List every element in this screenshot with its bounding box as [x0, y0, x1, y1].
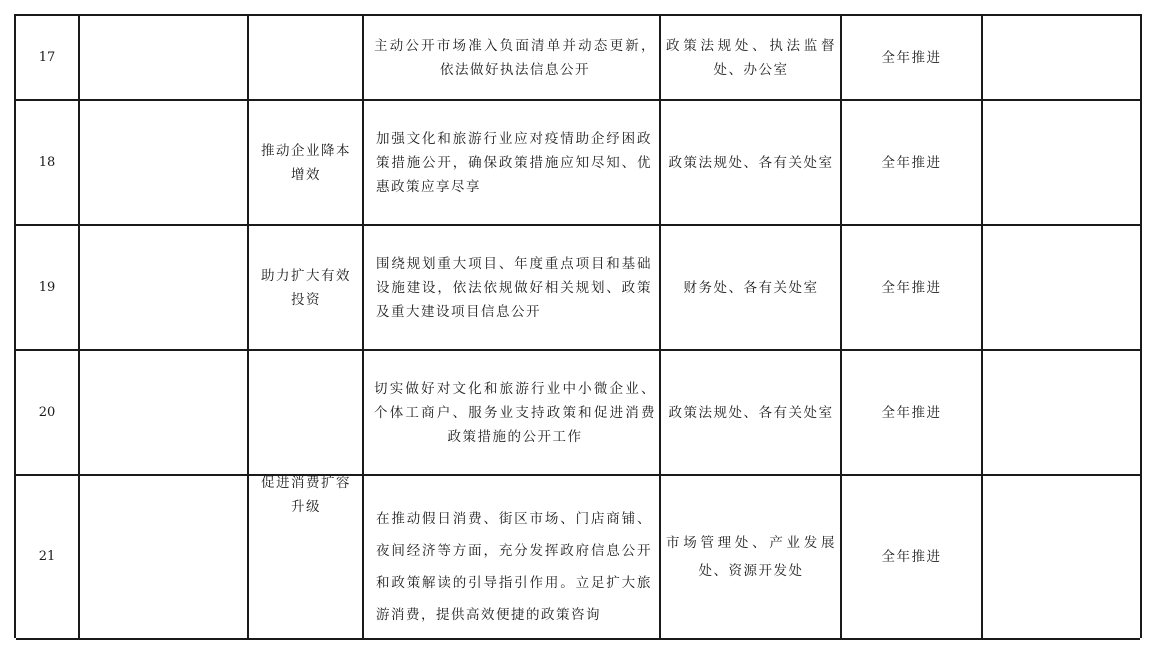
row-number: 18	[38, 154, 56, 170]
timeline-text: 全年推进	[881, 404, 942, 421]
remark-cell	[983, 16, 1140, 100]
department-text: 政策法规处、各有关处室	[668, 154, 834, 171]
department-text: 政策法规处、执法监督处、办公室	[666, 38, 836, 78]
timeline-cell	[842, 16, 981, 100]
column-divider	[247, 16, 249, 640]
content-text: 在推动假日消费、街区市场、门店商铺、夜间经济等方面，充分发挥政府信息公开和政策解读的引导指引作用。立足扩大旅游消费，提供高效便捷的政策咨询	[376, 511, 652, 623]
category-text: 助力扩大有效投资	[261, 267, 351, 308]
column-divider	[659, 16, 661, 640]
department-text: 财务处、各有关处室	[683, 279, 819, 296]
department-cell	[666, 16, 836, 100]
content-text: 围绕规划重大项目、年度重点项目和基础设施建设，依法依规做好相关规划、政策及重大建设项目信息公开	[376, 255, 652, 320]
row-number: 17	[38, 50, 56, 65]
column-divider	[78, 16, 80, 640]
category-cell	[256, 225, 356, 350]
content-text: 主动公开市场准入负面清单并动态更新，依法做好执法信息公开	[374, 38, 656, 78]
table-bottom-border	[16, 638, 1140, 640]
timeline-cell	[842, 475, 981, 638]
category-text: 促进消费扩容升级	[261, 475, 351, 515]
content-cell	[374, 350, 656, 475]
timeline-text: 全年推进	[881, 50, 942, 66]
category-cell-merged	[256, 350, 356, 640]
column-divider	[362, 16, 364, 640]
content-cell	[366, 225, 658, 350]
category-text: 推动企业降本增效	[261, 142, 351, 183]
category-cell	[256, 100, 356, 225]
row-number: 19	[38, 279, 56, 295]
remark-cell	[983, 100, 1140, 225]
department-cell	[666, 350, 836, 475]
remark-cell	[983, 475, 1140, 638]
department-text: 政策法规处、各有关处室	[668, 404, 834, 421]
timeline-cell	[842, 350, 981, 475]
department-cell	[666, 100, 836, 225]
remark-cell	[983, 350, 1140, 475]
document-table	[14, 14, 1142, 638]
category-cell	[249, 16, 362, 100]
content-cell	[366, 100, 658, 225]
department-text: 市场管理处、产业发展处、资源开发处	[666, 534, 836, 579]
timeline-text: 全年推进	[881, 154, 942, 171]
content-cell	[366, 475, 658, 638]
timeline-cell	[842, 100, 981, 225]
timeline-cell	[842, 225, 981, 350]
content-text: 切实做好对文化和旅游行业中小微企业、个体工商户、服务业支持政策和促进消费政策措施的公开工作	[374, 380, 656, 445]
department-cell	[666, 225, 836, 350]
timeline-text: 全年推进	[881, 279, 942, 296]
content-cell	[374, 16, 656, 100]
timeline-text: 全年推进	[881, 548, 942, 565]
content-text: 加强文化和旅游行业应对疫情助企纾困政策措施公开，确保政策措施应知尽知、优惠政策应享尽享	[376, 130, 652, 195]
row-number: 20	[38, 404, 56, 420]
remark-cell	[983, 225, 1140, 350]
row-number: 21	[38, 549, 56, 564]
department-cell	[666, 475, 836, 638]
